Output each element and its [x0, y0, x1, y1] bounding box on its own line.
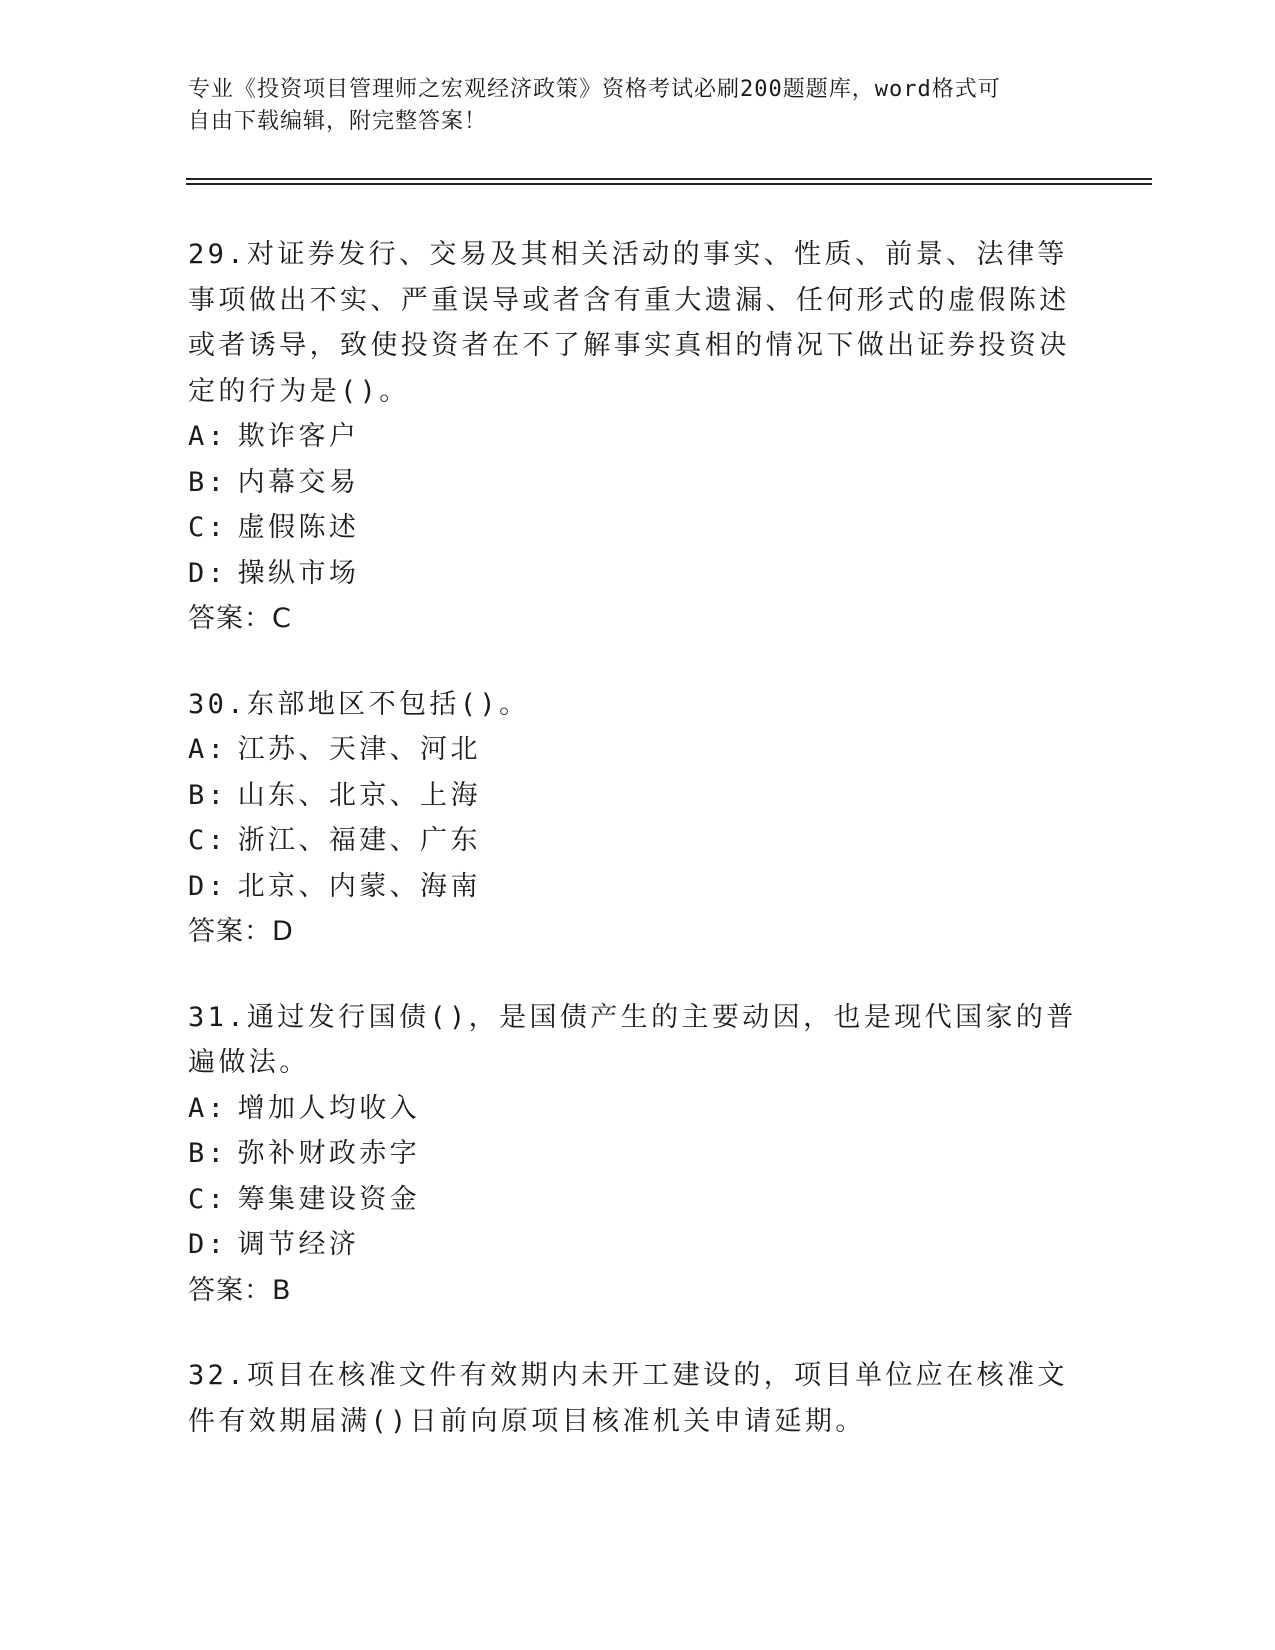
option-text: 山东、北京、上海: [237, 779, 481, 811]
option-key: A:: [188, 421, 228, 452]
option-b: [188, 1131, 1088, 1177]
option-key: B:: [188, 466, 228, 498]
option-text: 浙江、福建、广东: [237, 825, 481, 856]
option-key: A:: [188, 1092, 228, 1124]
question-31: [188, 995, 1088, 1314]
question-text: 30.东部地区不包括()。: [188, 688, 530, 720]
option-text: 筹集建设资金: [237, 1183, 421, 1215]
question-text: 29.对证券发行、交易及其相关活动的事实、性质、前景、法律等事项做出不实、严重误导或者含有重大遗漏、任何形式的虚假陈述或者诱导，致使投资者在不了解事实真相的情况下做出证券投资决定的行为是()。: [188, 239, 1070, 407]
option-c: [188, 818, 1088, 864]
option-key: B:: [188, 1138, 228, 1169]
option-d: [188, 1222, 1088, 1268]
option-b: [188, 460, 1088, 506]
question-list: [188, 232, 1088, 1484]
header-divider-top: [186, 178, 1152, 180]
answer-line: 答案：C: [188, 603, 292, 634]
option-text: 欺诈客户: [237, 421, 360, 452]
question-text: 31.通过发行国债()，是国债产生的主要动因，也是现代国家的普遍做法。: [188, 1001, 1077, 1078]
answer-line: 答案：B: [188, 1274, 292, 1306]
option-text: 调节经济: [237, 1229, 360, 1260]
option-key: C:: [188, 1183, 228, 1215]
option-d: [188, 864, 1088, 910]
option-a: [188, 727, 1088, 773]
option-text: 虚假陈述: [237, 512, 360, 543]
option-d: [188, 551, 1088, 597]
option-text: 增加人均收入: [237, 1092, 421, 1124]
question-text: 32.项目在核准文件有效期内未开工建设的，项目单位应在核准文件有效期届满()日前向原项目核准机关申请延期。: [188, 1360, 1068, 1437]
option-text: 弥补财政赤字: [237, 1138, 421, 1169]
option-key: D:: [188, 557, 228, 589]
question-30: [188, 682, 1088, 955]
header-line-2: 自由下载编辑，附完整答案！: [188, 109, 488, 134]
header-line-1: 专业《投资项目管理师之宏观经济政策》资格考试必刷200题题库，word格式可: [188, 77, 1001, 102]
option-key: D:: [188, 1229, 228, 1260]
option-key: B:: [188, 779, 228, 811]
option-b: [188, 773, 1088, 819]
question-32: [188, 1353, 1088, 1444]
option-c: [188, 505, 1088, 551]
option-a: [188, 1086, 1088, 1132]
option-key: C:: [188, 825, 228, 856]
option-text: 江苏、天津、河北: [237, 734, 481, 765]
option-a: [188, 414, 1088, 460]
question-29: [188, 232, 1088, 642]
document-header: [188, 74, 1068, 138]
option-text: 内幕交易: [237, 466, 360, 498]
answer-line: 答案：D: [188, 916, 294, 947]
option-c: [188, 1177, 1088, 1223]
option-text: 操纵市场: [237, 557, 360, 589]
option-key: C:: [188, 512, 228, 543]
header-divider-bottom: [186, 183, 1152, 185]
option-key: A:: [188, 734, 228, 765]
option-text: 北京、内蒙、海南: [237, 870, 481, 902]
option-key: D:: [188, 870, 228, 902]
